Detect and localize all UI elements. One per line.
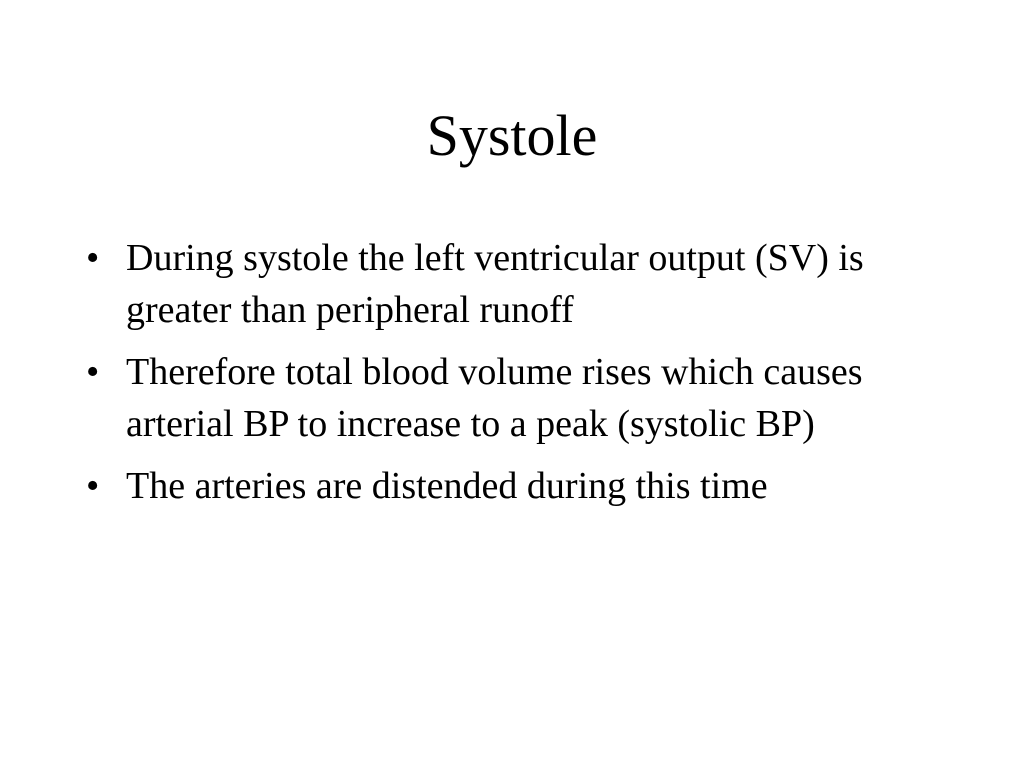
bullet-item [86,460,906,512]
bullet-text: During systole the left ventricular output (SV) is greater than peripheral runoff [126,237,864,331]
bullet-icon: • [86,351,100,393]
bullet-item [86,346,906,450]
bullet-icon: • [86,465,100,507]
bullet-item [86,232,906,336]
slide-title: Systole [426,103,598,168]
bullet-text: Therefore total blood volume rises which causes arterial BP to increase to a peak (systolic BP) [126,351,863,445]
bullet-list [86,232,906,522]
bullet-icon: • [86,237,100,279]
bullet-text: The arteries are distended during this time [126,465,768,507]
